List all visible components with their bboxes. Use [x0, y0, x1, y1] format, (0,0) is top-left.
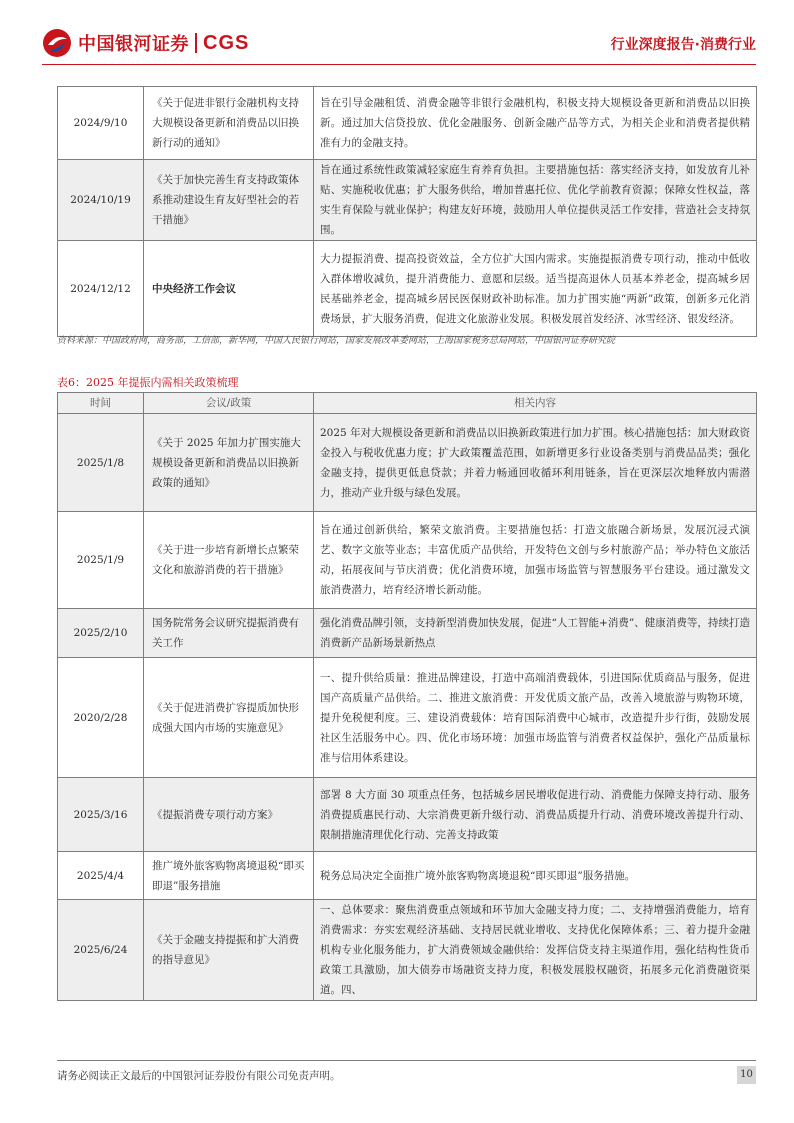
row-content: 2025 年对大规模设备更新和消费品以旧换新政策进行加力扩围。核心措施包括：加大财政资金投入与税收优惠力度；扩大政策覆盖范围，如新增更多行业设备类别与消费品品类；强化金融支持，提供更低息贷款；并着力畅通回收循环利用链条，旨在更深层次地释放内需潜力，推动产业升级与绿色发展。: [314, 414, 757, 512]
table-row: [58, 900, 757, 1001]
logo-text-cn: 中国银河证券: [78, 34, 189, 55]
row-content: 部署 8 大方面 30 项重点任务，包括城乡居民增收促进行动、消费能力保障支持行动、服务消费提质惠民行动、大宗消费更新升级行动、消费品质提升行动、消费环境改善提升行动、限制措施清理优化行动、完善支持政策: [314, 778, 757, 852]
column-header-content: 相关内容: [314, 393, 757, 414]
row-policy-name: 中央经济工作会议: [144, 241, 314, 337]
table-title: 表6：2025 年提振内需相关政策梳理: [57, 376, 239, 389]
table-row: [58, 241, 757, 337]
header-divider: [42, 64, 756, 65]
footer-divider: [57, 1060, 756, 1061]
report-type: 行业深度报告·消费行业: [610, 37, 756, 53]
table-row: [58, 160, 757, 241]
row-date: 2025/1/8: [58, 414, 144, 512]
row-date: 2025/4/4: [58, 852, 144, 900]
row-content: 强化消费品牌引领，支持新型消费加快发展，促进“人工智能+消费”、健康消费等，持续打造消费新产品新场景新热点: [314, 609, 757, 658]
table-row: [58, 658, 757, 778]
row-policy-name: 推广境外旅客购物离境退税“即买即退”服务措施: [144, 852, 314, 900]
row-policy-name: 《关于 2025 年加力扩围实施大规模设备更新和消费品以旧换新政策的通知》: [144, 414, 314, 512]
table-row: [58, 609, 757, 658]
row-date: 2024/10/19: [58, 160, 144, 241]
page-header: [42, 26, 756, 66]
table-row: [58, 414, 757, 512]
column-header-date: 时间: [58, 393, 144, 414]
table-row: [58, 512, 757, 609]
row-policy-name: 《关于促进消费扩容提质加快形成强大国内市场的实施意见》: [144, 658, 314, 778]
policy-table-2025: [57, 392, 757, 1001]
column-header-policy: 会议/政策: [144, 393, 314, 414]
row-content: 一、提升供给质量：推进品牌建设，打造中高端消费载体，引进国际优质商品与服务，促进国产高质量产品供给。二、推进文旅消费：开发优质文旅产品，改善入境旅游与购物环境，提升免税便利度。三、建设消费载体：培育国际消费中心城市，改造提升步行街，鼓励发展社区生活服务中心。四、优化市场环境：加强市场监管与消费者权益保护，强化产品质量标准与信用体系建设。: [314, 658, 757, 778]
row-date: 2024/9/10: [58, 87, 144, 160]
source-note: 资料来源：中国政府网，商务部，工信部，新华网，中国人民银行网站，国家发展改革委网站，上海国家税务总局网站，中国银河证券研究院: [57, 336, 616, 346]
page-number: 10: [737, 1066, 756, 1084]
row-policy-name: 《关于促进非银行金融机构支持大规模设备更新和消费品以旧换新行动的通知》: [144, 87, 314, 160]
policy-table-2024: [57, 86, 757, 337]
logo-separator: [195, 33, 197, 53]
row-date: 2025/1/9: [58, 512, 144, 609]
galaxy-logo-icon: [42, 28, 72, 58]
row-date: 2024/12/12: [58, 241, 144, 337]
row-content: 大力提振消费、提高投资效益，全方位扩大国内需求。实施提振消费专项行动，推动中低收入群体增收减负，提升消费能力、意愿和层级。适当提高退休人员基本养老金，提高城乡居民基础养老金，提高城乡居民医保财政补助标准。加力扩围实施“两新”政策，创新多元化消费场景，扩大服务消费，促进文化旅游业发展。积极发展首发经济、冰雪经济、银发经济。: [314, 241, 757, 337]
table-row: [58, 778, 757, 852]
row-policy-name: 《关于金融支持提振和扩大消费的指导意见》: [144, 900, 314, 1001]
row-date: 2025/6/24: [58, 900, 144, 1001]
table-header-row: [58, 393, 757, 414]
row-date: 2025/3/16: [58, 778, 144, 852]
company-logo: [42, 28, 249, 58]
table-row: [58, 852, 757, 900]
row-date: 2020/2/28: [58, 658, 144, 778]
row-date: 2025/2/10: [58, 609, 144, 658]
row-policy-name: 国务院常务会议研究提振消费有关工作: [144, 609, 314, 658]
row-content: 一、总体要求：聚焦消费重点领域和环节加大金融支持力度；二、支持增强消费能力，培育消费需求：夯实宏观经济基础、支持居民就业增收、支持优化保障体系；三、着力提升金融机构专业化服务能力，扩大消费领域金融供给：发挥信贷支持主渠道作用，强化结构性货币政策工具激励，加大债券市场融资支持力度，积极发展股权融资，拓展多元化消费融资渠道。四、: [314, 900, 757, 1001]
row-policy-name: 《关于进一步培育新增长点繁荣文化和旅游消费的若干措施》: [144, 512, 314, 609]
footer-disclaimer: 请务必阅读正文最后的中国银河证券股份有限公司免责声明。: [57, 1070, 341, 1082]
row-content: 旨在通过创新供给，繁荣文旅消费。主要措施包括：打造文旅融合新场景，发展沉浸式演艺、数字文旅等业态；丰富优质产品供给，开发特色文创与乡村旅游产品；举办特色文旅活动，拓展夜间与节庆消费；优化消费环境，加强市场监管与智慧服务平台建设。通过激发文旅消费潜力，培育经济增长新动能。: [314, 512, 757, 609]
row-content: 税务总局决定全面推广境外旅客购物离境退税“即买即退”服务措施。: [314, 852, 757, 900]
row-content: 旨在通过系统性政策减轻家庭生育养育负担。主要措施包括：落实经济支持，如发放育儿补贴、实施税收优惠；扩大服务供给，增加普惠托位、优化学前教育资源；保障女性权益，落实生育保险与就业保护；构建友好环境，鼓励用人单位提供灵活工作安排，营造社会支持氛围。: [314, 160, 757, 241]
logo-text-en: CGS: [203, 31, 250, 54]
row-content: 旨在引导金融租赁、消费金融等非银行金融机构，积极支持大规模设备更新和消费品以旧换新。通过加大信贷投放、优化金融服务、创新金融产品等方式，为相关企业和消费者提供精准有力的金融支持。: [314, 87, 757, 160]
row-policy-name: 《提振消费专项行动方案》: [144, 778, 314, 852]
row-policy-name: 《关于加快完善生育支持政策体系推动建设生育友好型社会的若干措施》: [144, 160, 314, 241]
table-row: [58, 87, 757, 160]
